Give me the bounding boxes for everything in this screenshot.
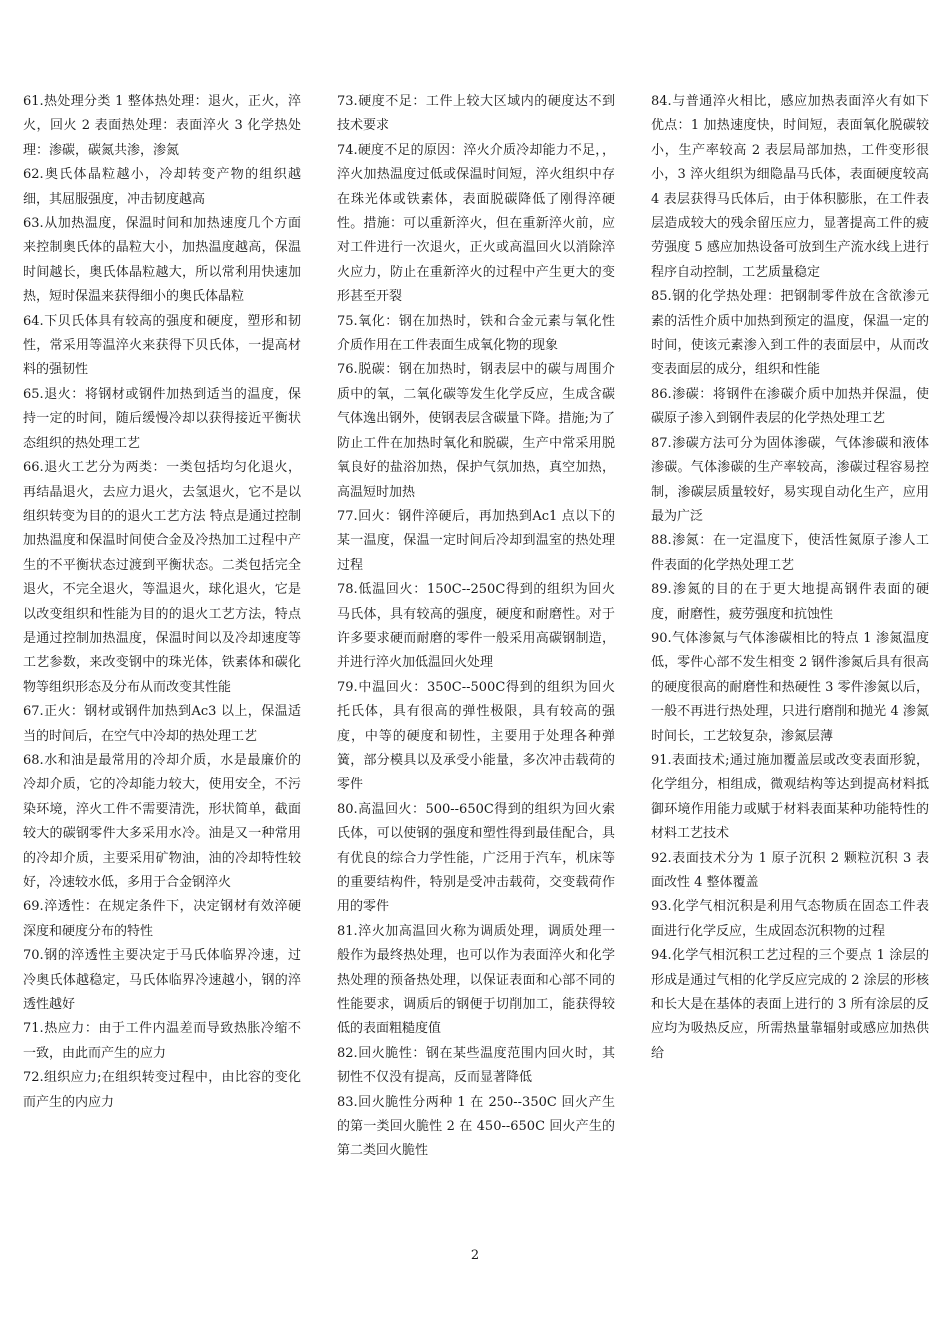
paragraph: 62.奥氏体晶粒越小，冷却转变产物的组织越细，其屈服强度，冲击韧度越高 — [23, 167, 301, 207]
paragraph: 91.表面技术;通过施加覆盖层或改变表面形貌，化学组分，相组成，微观结构等达到提高材料抵御环境作用能力或赋于材料表面某种功能特性的材料工艺技术 — [651, 752, 929, 842]
paragraph: 63.从加热温度，保温时间和加热速度几个方面来控制奥氏体的晶粒大小，加热温度越高，保温时间越长，奥氏体晶粒越大，所以常利用快速加热，短时保温来获得细小的奥氏体晶粒 — [23, 216, 301, 305]
text-column-2 — [337, 90, 615, 1164]
paragraph: 82.回火脆性：钢在某些温度范围内回火时，其韧性不仅没有提高，反而显著降低 — [337, 1045, 615, 1086]
paragraph: 93.化学气相沉积是利用气态物质在固态工件表面进行化学反应，生成固态沉积物的过程 — [651, 899, 929, 939]
page-number: 2 — [470, 1248, 480, 1263]
text-column-1 — [23, 90, 301, 1115]
paragraph: 80.高温回火：500--650C得到的组织为回火索氏体，可以使钢的强度和塑性得到最佳配合，具有优良的综合力学性能，广泛用于汽车，机床等的重要结构件，特别是受冲击载荷，交变载荷作用的零件 — [337, 801, 615, 915]
paragraph: 94.化学气相沉积工艺过程的三个要点 1 涂层的形成是通过气相的化学反应完成的 2 涂层的形核和长大是在基体的表面上进行的 3 所有涂层的反应均为吸热反应，所需热量靠辐射或感应加热供给 — [651, 948, 929, 1061]
paragraph: 87.渗碳方法可分为固体渗碳，气体渗碳和液体渗碳。气体渗碳的生产率较高，渗碳过程容易控制，渗碳层质量较好，易实现自动化生产，应用最为广泛 — [651, 435, 929, 524]
paragraph: 65.退火：将钢材或钢件加热到适当的温度，保持一定的时间，随后缓慢冷却以获得接近平衡状态组织的热处理工艺 — [23, 386, 301, 451]
paragraph: 66.退火工艺分为两类：一类包括均匀化退火，再结晶退火，去应力退火，去氢退火，它不是以组织转变为目的的退火工艺方法 特点是通过控制加热温度和保温时间使合金及冷热加工过程中产生的不平衡状态过渡到平衡状态。二类包括完全退火，不完全退火，等温退火，球化退火，它是以改变组织和性能为目的的退火工艺方法，特点是通过控制加热温度，保温时间以及冷却速度等工艺参数，来改变钢中的珠光体，铁素体和碳化物等组织形态及分布从而改变其性能 — [23, 460, 301, 695]
text-column-3 — [651, 90, 929, 1066]
paragraph: 89.渗氮的目的在于更大地提高钢件表面的硬度，耐磨性，疲劳强度和抗蚀性 — [651, 582, 929, 622]
paragraph: 77.回火：钢件淬硬后，再加热到Ac1 点以下的某一温度，保温一定时间后冷却到温室的热处理过程 — [337, 508, 615, 573]
paragraph: 71.热应力：由于工件内温差而导致热胀冷缩不一致，由此而产生的应力 — [23, 1021, 301, 1061]
paragraph: 86.渗碳：将钢件在渗碳介质中加热并保温，使碳原子渗入到钢件表层的化学热处理工艺 — [651, 386, 929, 427]
paragraph: 73.硬度不足：工件上较大区域内的硬度达不到技术要求 — [337, 94, 615, 134]
paragraph: 74.硬度不足的原因：淬火介质冷却能力不足，，淬火加热温度过低或保温时间短，淬火组织中存在珠光体或铁素体，表面脱碳降低了刚得淬硬性。措施：可以重新淬火，但在重新淬火前，应对工件进行一次退火，正火或高温回火以消除淬火应力，防止在重新淬火的过程中产生更大的变形甚至开裂 — [337, 142, 615, 305]
paragraph: 90.气体渗氮与气体渗碳相比的特点 1 渗氮温度低，零件心部不发生相变 2 钢件渗氮后具有很高的硬度很高的耐磨性和热硬性 3 零件渗氮以后，一般不再进行热处理，只进行磨削和抛光 4 渗氮时间长，工艺较复杂，渗氮层薄 — [651, 630, 929, 744]
paragraph: 78.低温回火：150C--250C得到的组织为回火马氏体，具有较高的强度，硬度和耐磨性。对于许多要求硬而耐磨的零件一般采用高碳钢制造，并进行淬火加低温回火处理 — [337, 582, 615, 671]
paragraph: 84.与普通淬火相比，感应加热表面淬火有如下优点：1 加热速度快，时间短，表面氧化脱碳较小，生产率较高 2 表层局部加热，工件变形很小，3 淬火组织为细隐晶马氏体，表面硬度较高 4 表层获得马氏体后，由于体积膨胀，在工件表层造成较大的残余留压应力，显著提高工件的疲劳强度 5 感应加热设备可放到生产流水线上进行程序自动控制，工艺质量稳定 — [651, 94, 929, 280]
paragraph: 72.组织应力;在组织转变过程中，由比容的变化而产生的内应力 — [23, 1070, 301, 1110]
paragraph: 81.淬火加高温回火称为调质处理，调质处理一般作为最终热处理，也可以作为表面淬火和化学热处理的预备热处理，以保证表面和心部不同的性能要求，调质后的钢便于切削加工，能获得较低的表面粗糙度值 — [337, 923, 615, 1037]
paragraph: 67.正火：钢材或钢件加热到Ac3 以上，保温适当的时间后，在空气中冷却的热处理工艺 — [23, 704, 301, 744]
paragraph: 61.热处理分类 1 整体热处理：退火，正火，淬火，回火 2 表面热处理：表面淬火 3 化学热处理：渗碳，碳氮共渗，渗氮 — [23, 94, 301, 158]
paragraph: 76.脱碳：钢在加热时，钢表层中的碳与周围介质中的氧，二氧化碳等发生化学反应，生成含碳气体逸出钢外，使钢表层含碳量下降。措施;为了防止工件在加热时氧化和脱碳，生产中常采用脱氧良好的盐浴加热，保护气氛加热，真空加热，高温短时加热 — [337, 362, 615, 500]
paragraph: 85.钢的化学热处理：把钢制零件放在含欲渗元素的活性介质中加热到预定的温度，保温一定的时间，使该元素渗入到工件的表面层中，从而改变表面层的成分，组织和性能 — [651, 289, 929, 378]
paragraph: 92.表面技术分为 1 原子沉积 2 颗粒沉积 3 表面改性 4 整体覆盖 — [651, 850, 929, 890]
paragraph: 64.下贝氏体具有较高的强度和硬度，塑形和韧性，常采用等温淬火来获得下贝氏体，一提高材料的强韧性 — [23, 313, 301, 378]
paragraph: 83.回火脆性分两种 1 在 250--350C 回火产生的第一类回火脆性 2 在 450--650C 回火产生的第二类回火脆性 — [337, 1094, 615, 1159]
paragraph: 88.渗氮：在一定温度下，使活性氮原子渗人工件表面的化学热处理工艺 — [651, 533, 929, 573]
paragraph: 69.淬透性：在规定条件下，决定钢材有效淬硬深度和硬度分布的特性 — [23, 899, 301, 939]
paragraph: 79.中温回火：350C--500C得到的组织为回火托氏体，具有很高的弹性极限，具有较高的强度，中等的硬度和韧性，主要用于处理各种弹簧，部分模具以及承受小能量，多次冲击载荷的零件 — [337, 679, 615, 793]
paragraph: 70.钢的淬透性主要决定于马氏体临界冷速，过冷奥氏体越稳定，马氏体临界冷速越小，钢的淬透性越好 — [23, 948, 301, 1013]
paragraph: 75.氧化：钢在加热时，铁和合金元素与氧化性介质作用在工件表面生成氧化物的现象 — [337, 313, 615, 354]
paragraph: 68.水和油是最常用的冷却介质，水是最廉价的冷却介质，它的冷却能力较大，使用安全，不污染环境，淬火工件不需要清洗，形状简单，截面较大的碳钢零件大多采用水冷。油是又一种常用的冷却介质，主要采用矿物油，油的冷却特性较好，冷速较水低，多用于合金钢淬火 — [23, 752, 301, 890]
